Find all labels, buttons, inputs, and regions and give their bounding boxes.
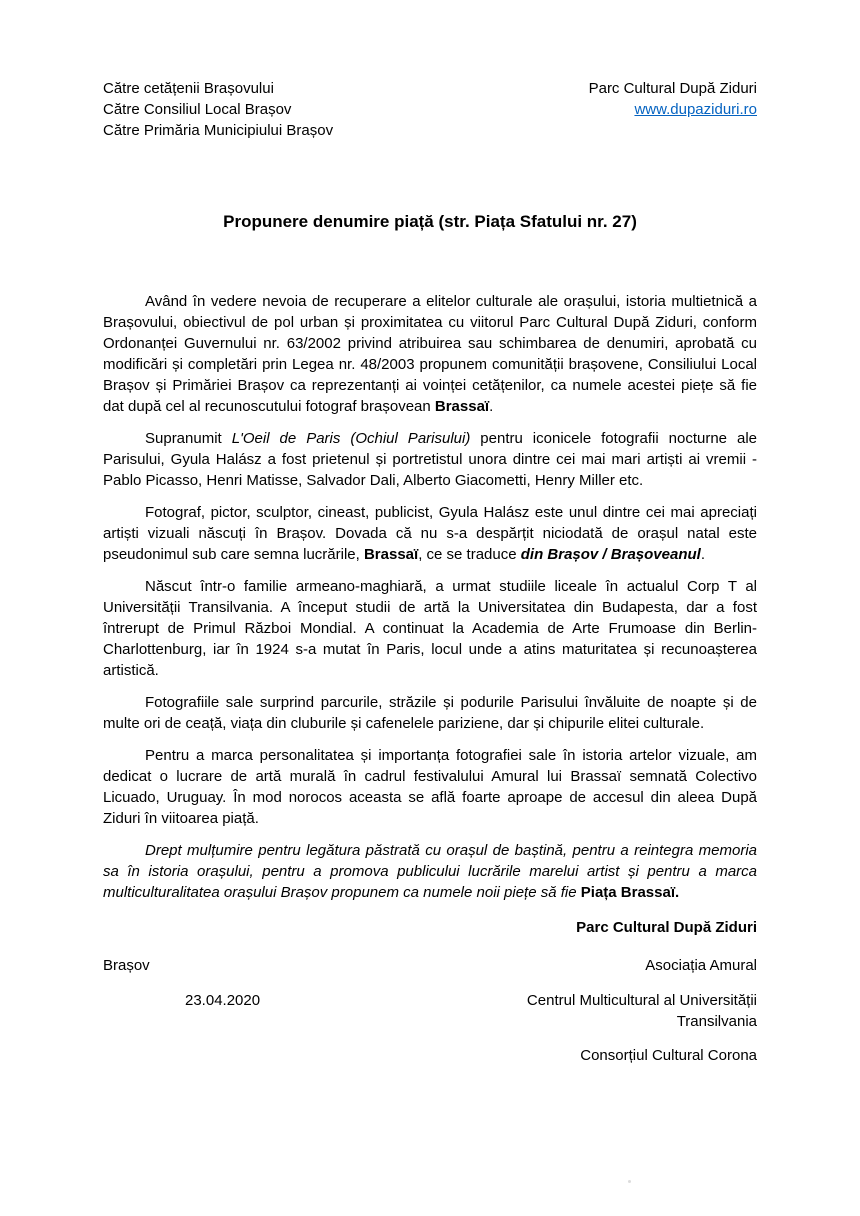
letter-body — [103, 291, 757, 903]
recipient-line: Către cetățenii Brașovului — [103, 80, 274, 97]
signature-date: 23.04.2020 — [185, 992, 261, 1009]
signature-city: Brașov — [103, 957, 150, 974]
sender-block — [589, 78, 757, 120]
signature-association-2: Centrul Multicultural al Universității Transilvania — [526, 992, 757, 1030]
paragraph: Având în vedere nevoia de recuperare a elitelor culturale ale orașului, istoria multietnică a Brașovului, obiectivul de pol urban și proximitatea cu viitorul Parc Cultural După Ziduri, conform Ordonanței Guvernului nr. 63/2002 privind atribuirea sau schimbarea de denumiri, aprobată cu modificări și completări prin Legea nr. 48/2003 propunem comunității brașovene, Consiliului Local Brașov și Primăriei Brașov ca reprezentanți ai voinței cetățenilor, ca numele acestei piețe să fie dat după cel al recunoscutului fotograf brașovean Brassaï. — [103, 293, 757, 415]
signature-row — [103, 990, 757, 1032]
page-title: Propunere denumire piață (str. Piața Sfatului nr. 27) — [223, 212, 637, 231]
sender-website-link[interactable]: www.dupaziduri.ro — [634, 101, 757, 118]
recipient-line: Către Primăria Municipiului Brașov — [103, 122, 334, 139]
document-content — [103, 78, 757, 1066]
paragraph: Drept mulțumire pentru legătura păstrată cu orașul de baștină, pentru a reintegra memoria sa în istoria orașului, pentru a promova publicului lucrările marelui artist și pentru a marca multiculturalitatea orașului Brașov propunem ca numele noii piețe să fie Piața Brassaï. — [103, 842, 757, 901]
signature-row — [103, 1045, 757, 1066]
signature-org: Parc Cultural După Ziduri — [576, 919, 757, 936]
paragraph: Supranumit L'Oeil de Paris (Ochiul Parisului) pentru iconicele fotografii nocturne ale Parisului, Gyula Halász a fost prietenul și portretistul unora dintre cei mai mari artiști ai vremii - Pablo Picasso, Henri Matisse, Salvador Dali, Alberto Giacometti, Henry Miller etc. — [103, 430, 758, 489]
scan-speck — [628, 1180, 631, 1183]
signature-association-1: Asociația Amural — [645, 957, 757, 974]
recipient-line: Către Consiliul Local Brașov — [103, 101, 292, 118]
signature-association-3: Consorțiul Cultural Corona — [580, 1047, 757, 1064]
paragraph: Fotograf, pictor, sculptor, cineast, publicist, Gyula Halász este unul dintre cei mai apreciați artiști vizuali născuți în Brașov. Dovada că nu s-a despărțit niciodată de orașul natal este pseudonimul sub care semna lucrările, Brassaï, ce se traduce din Brașov / Brașoveanul. — [103, 504, 757, 563]
sender-org-name: Parc Cultural După Ziduri — [588, 80, 757, 97]
paragraph: Fotografiile sale surprind parcurile, străzile și podurile Parisului învăluite de noapte și de multe ori de ceață, viața din cluburile și cafenelele pariziene, dar și chipurile elitei culturale. — [103, 694, 757, 732]
paragraph: Pentru a marca personalitatea și importanța fotografiei sale în istoria artelor vizuale, am dedicat o lucrare de artă murală în cadrul festivalului Amural lui Brassaï semnată Colectivo Licuado, Uruguay. În mod norocos aceasta se află foarte aproape de accesul din aleea După Ziduri în viitoarea piață. — [103, 747, 757, 827]
recipient-list — [103, 78, 333, 141]
letterhead — [103, 78, 757, 141]
paragraph: Născut într-o familie armeano-maghiară, a urmat studiile liceale în actualul Corp T al Universității Transilvania. A început studii de artă la Universitatea din Budapesta, dar a fost întrerupt de Primul Război Mondial. A continuat la Academia de Arte Frumoase din Berlin-Charlottenburg, iar în 1924 s-a mutat în Paris, locul unde a atins maturitatea și recunoașterea artistică. — [103, 578, 757, 679]
signature-row — [103, 955, 757, 976]
